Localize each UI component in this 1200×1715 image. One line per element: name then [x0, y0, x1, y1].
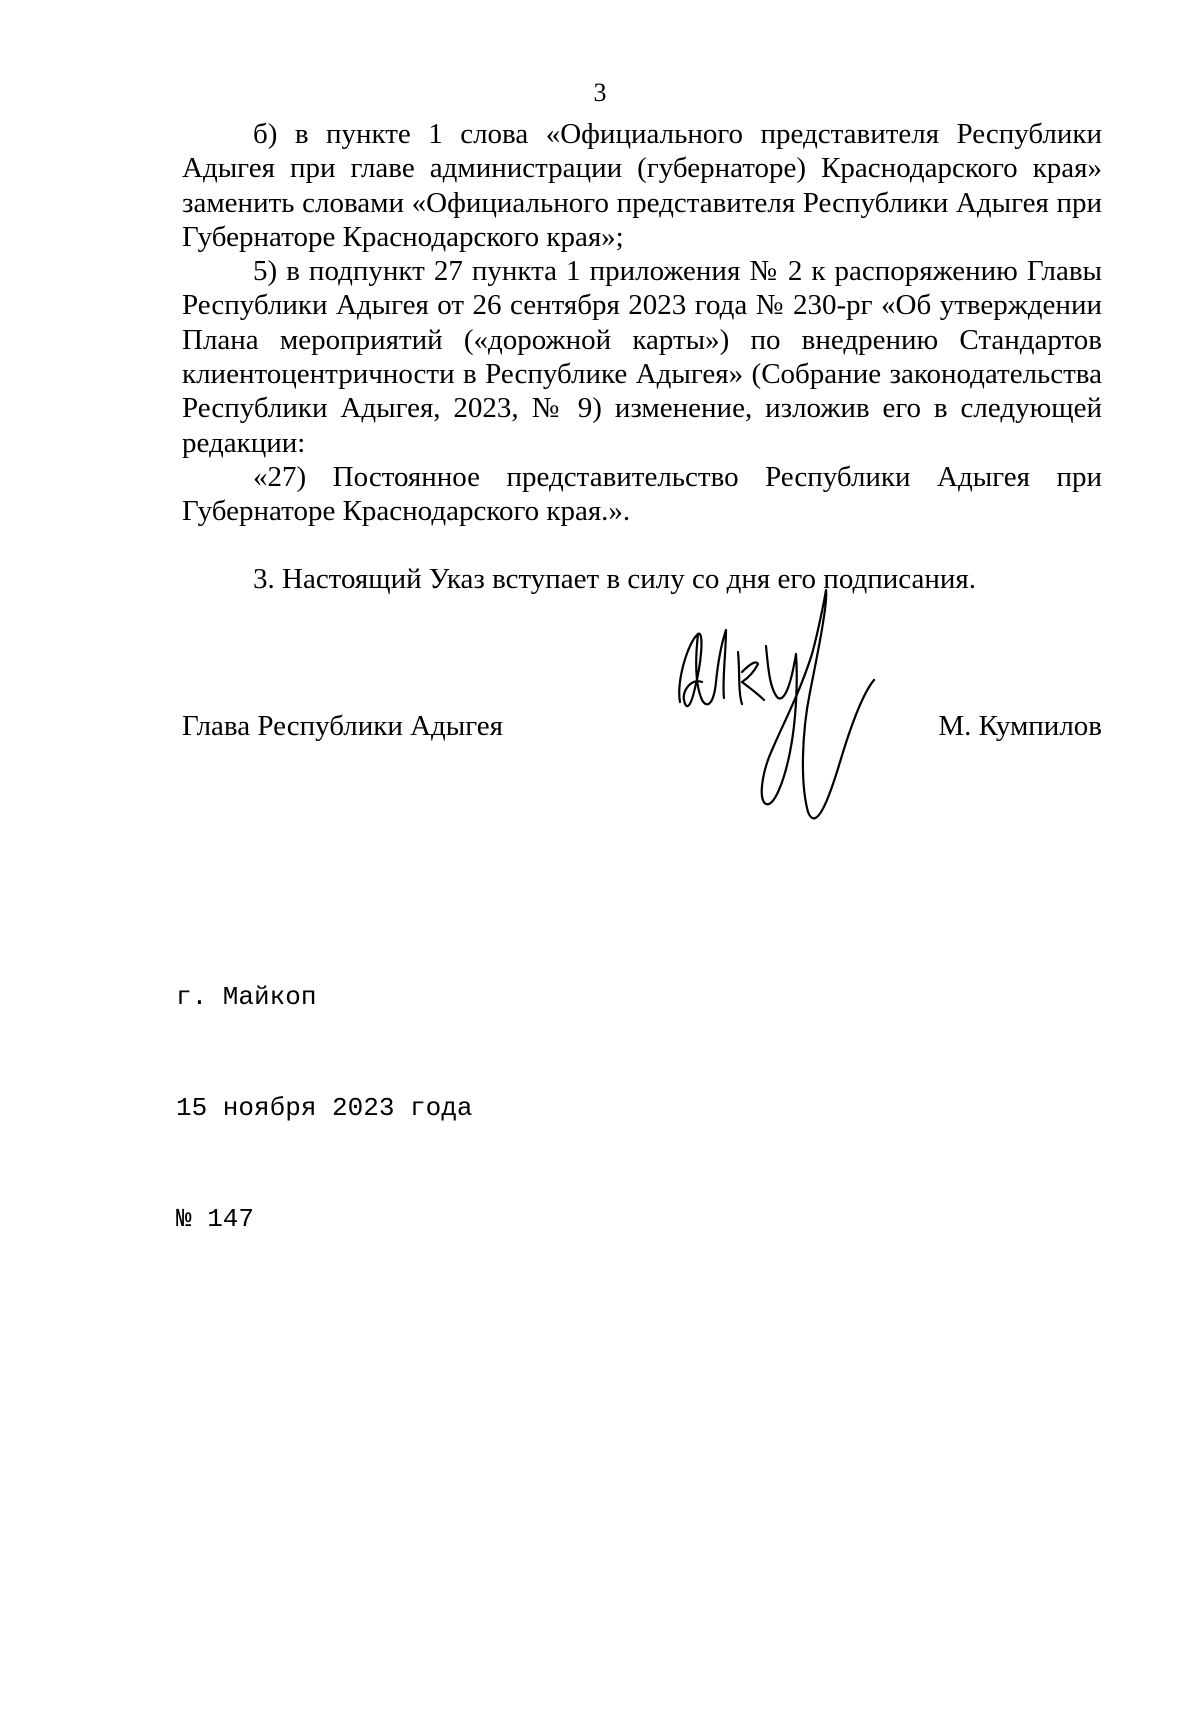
signer-name: М. Кумпилов: [938, 710, 1102, 742]
meta-number: № 147: [176, 1204, 255, 1234]
paragraph-27-quote: «27) Постоянное представительство Республики Адыгея при Губернаторе Краснодарского края.».: [182, 460, 1102, 528]
decree-body: [182, 117, 1102, 596]
paragraph-3-effective: 3. Настоящий Указ вступает в силу со дня его подписания.: [253, 562, 977, 595]
paragraph-5: 5) в подпункт 27 пункта 1 приложения № 2 к распоряжению Главы Республики Адыгея от 26 сентября 2023 года № 230-рг «Об утверждении Плана мероприятий («дорожной карты») по внедрению Стандартов клиентоцентричности в Республике Адыгея» (Собрание законодательства Республики Адыгея, 2023, № 9) изменение, изложив его в следующей редакции:: [182, 255, 1102, 459]
decree-meta: [176, 905, 472, 1275]
page-number: 3: [593, 78, 607, 107]
handwritten-signature: [668, 582, 883, 862]
meta-city: г. Майкоп: [176, 982, 317, 1012]
paragraph-b: б) в пункте 1 слова «Официального представителя Республики Адыгея при главе администрации (губернаторе) Краснодарского края» заменить словами «Официального представителя Республики Адыгея при Губернаторе Краснодарского края»;: [182, 118, 1102, 253]
meta-date: 15 ноября 2023 года: [176, 1093, 473, 1123]
signer-title: Глава Республики Адыгея: [182, 710, 503, 742]
